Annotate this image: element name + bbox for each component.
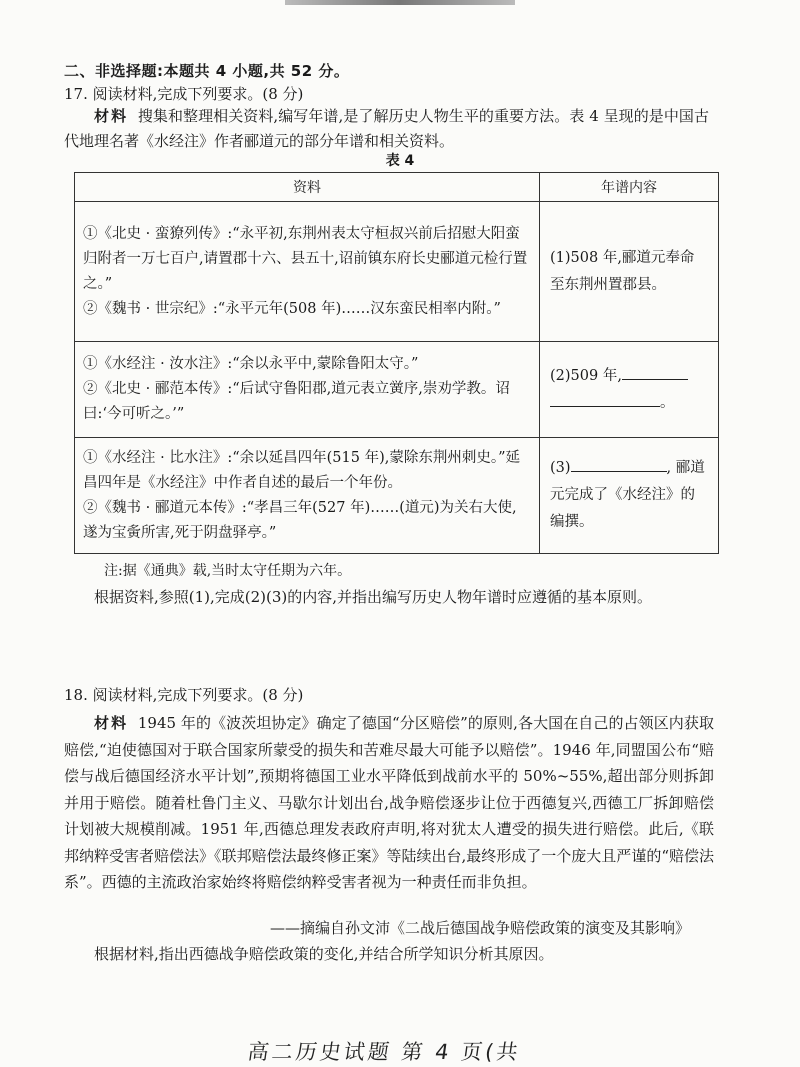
q17-material-label: 材料 (94, 107, 129, 125)
q18-material-label: 材料 (94, 714, 129, 732)
row3-sources (75, 438, 540, 554)
row3-nianpu (540, 438, 719, 554)
row3-nianpu-suffix: 郦道元完成了《水经注》的编撰。 (550, 460, 705, 530)
q18-heading: 18. 阅读材料,完成下列要求。(8 分) (64, 686, 304, 704)
row2-source-2: ②《北史 · 郦范本传》:“后试守鲁阳郡,道元表立黉序,崇劝学教。诏曰:‘今可听之。’” (83, 381, 510, 422)
q17-material (64, 104, 709, 154)
table-row (75, 202, 719, 342)
chronology-table (74, 172, 719, 554)
table-row (75, 438, 719, 554)
row3-answer-blank[interactable] (571, 455, 667, 472)
header-sources: 资料 (75, 173, 540, 202)
page-footer: 高二历史试题 第 4 页(共 (246, 1040, 523, 1064)
row1-sources (75, 202, 540, 342)
row3-nianpu-mid: , (666, 460, 672, 476)
q18-material (64, 710, 714, 896)
table-note: 注:据《通典》载,当时太守任期为六年。 (104, 563, 352, 579)
q18-attribution: ——摘编自孙文沛《二战后德国战争赔偿政策的演变及其影响》 (270, 919, 691, 937)
row2-answer-blank-2[interactable] (550, 390, 660, 407)
q18-question: 根据材料,指出西德战争赔偿政策的变化,并结合所学知识分析其原因。 (94, 945, 554, 963)
row2-nianpu-suffix: 。 (660, 394, 675, 411)
row2-answer-blank-1[interactable] (622, 363, 688, 380)
row1-source-2: ②《魏书 · 世宗纪》:“永平元年(508 年)……汉东蛮民相率内附。” (83, 300, 501, 317)
top-scan-mark (285, 0, 515, 5)
row2-nianpu-prefix: (2)509 年, (550, 367, 622, 384)
header-nianpu: 年谱内容 (540, 173, 719, 202)
row3-source-2: ②《魏书 · 郦道元本传》:“孝昌三年(527 年)……(道元)为关右大使,遂为宝夤所害,死于阴盘驿亭。” (83, 499, 517, 541)
q17-material-text: 搜集和整理相关资料,编写年谱,是了解历史人物生平的重要方法。表 4 呈现的是中国古代地理名著《水经注》作者郦道元的部分年谱和相关资料。 (64, 107, 709, 150)
q17-question: 根据资料,参照(1),完成(2)(3)的内容,并指出编写历史人物年谱时应遵循的基本原则。 (94, 588, 653, 606)
row3-nianpu-prefix: (3) (550, 460, 571, 476)
q17-heading: 17. 阅读材料,完成下列要求。(8 分) (64, 85, 304, 103)
table-header-row (75, 173, 719, 202)
row1-nianpu: (1)508 年,郦道元奉命至东荆州置郡县。 (540, 202, 719, 342)
row3-source-1: ①《水经注 · 比水注》:“余以延昌四年(515 年),蒙除东荆州刺史。”延昌四年是《水经注》中作者自述的最后一个年份。 (83, 449, 520, 491)
row2-nianpu (540, 342, 719, 438)
table-title: 表 4 (385, 153, 415, 169)
table-row (75, 342, 719, 438)
q18-material-text: 1945 年的《波茨坦协定》确定了德国“分区赔偿”的原则,各大国在自己的占领区内获取赔偿,“迫使德国对于联合国家所蒙受的损失和苦难尽最大可能予以赔偿”。1946 年,同盟国公布“赔偿与战后德国经济水平计划”,预期将德国工业水平降低到战前水平的 50%~55%,超出部分则拆卸并用于赔偿。随着杜鲁门主义、马歇尔计划出台,战争赔偿逐步让位于西德复兴,西德工厂拆卸赔偿计划被大规模削减。1951 年,西德总理发表政府声明,将对犹太人遭受的损失进行赔偿。此后,《联邦纳粹受害者赔偿法》《联邦赔偿法最终修正案》等陆续出台,最终形成了一个庞大且严谨的“赔偿法系”。西德的主流政治家始终将赔偿纳粹受害者视为一种责任而非负担。 (64, 714, 714, 891)
row1-source-1: ①《北史 · 蛮獠列传》:“永平初,东荆州表太守桓叔兴前后招慰大阳蛮归附者一万七百户,请置郡十六、县五十,诏前镇东府长史郦道元检行置之。” (83, 225, 528, 292)
row2-source-1: ①《水经注 · 汝水注》:“余以永平中,蒙除鲁阳太守。” (83, 356, 419, 372)
section-title: 二、非选择题:本题共 4 小题,共 52 分。 (64, 62, 350, 80)
row2-sources (75, 342, 540, 438)
